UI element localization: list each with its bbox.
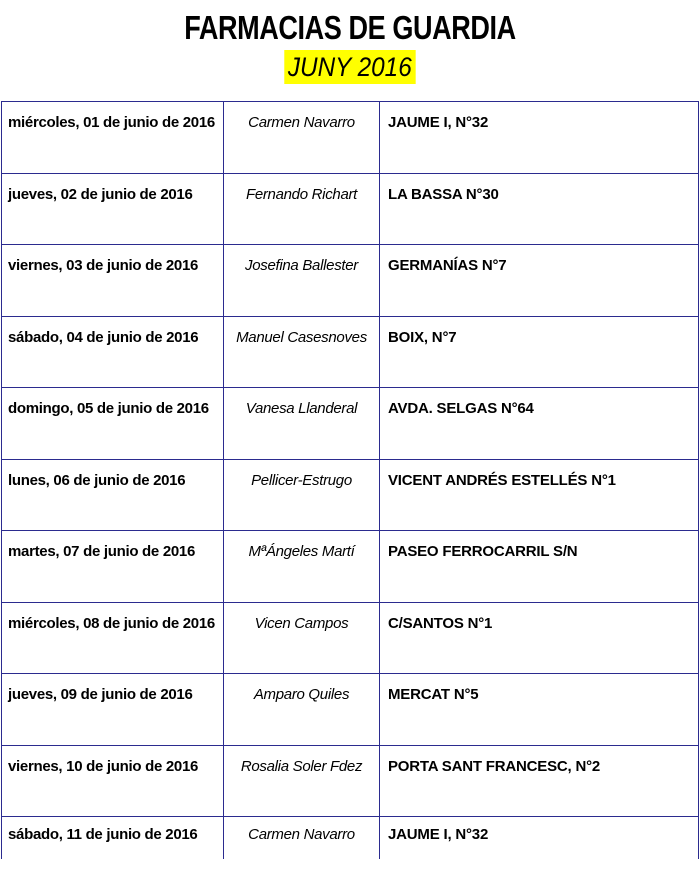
table-row [2,817,699,859]
pharmacist-cell: Rosalia Soler Fdez [224,745,380,817]
schedule-body [2,102,699,859]
pharmacy-schedule-table [1,101,699,859]
date-cell: miércoles, 08 de junio de 2016 [2,602,224,674]
date-cell: jueves, 09 de junio de 2016 [2,674,224,746]
table-row [2,674,699,746]
address-cell: PORTA SANT FRANCESC, N°2 [380,745,699,817]
address-cell: JAUME I, N°32 [380,817,699,859]
table-row [2,388,699,460]
date-cell: jueves, 02 de junio de 2016 [2,173,224,245]
pharmacist-cell: Carmen Navarro [224,102,380,174]
date-cell: miércoles, 01 de junio de 2016 [2,102,224,174]
subtitle-container [0,50,700,84]
date-cell: martes, 07 de junio de 2016 [2,531,224,603]
table-row [2,316,699,388]
pharmacist-cell: Fernando Richart [224,173,380,245]
date-cell: lunes, 06 de junio de 2016 [2,459,224,531]
pharmacist-cell: Amparo Quiles [224,674,380,746]
month-subtitle: JUNY 2016 [284,50,415,84]
table-row [2,531,699,603]
pharmacist-cell: Pellicer-Estrugo [224,459,380,531]
table-row [2,245,699,317]
table-row [2,102,699,174]
date-cell: viernes, 10 de junio de 2016 [2,745,224,817]
page-title: FARMACIAS DE GUARDIA [184,9,516,46]
table-row [2,745,699,817]
table-row [2,459,699,531]
table-row [2,602,699,674]
address-cell: MERCAT N°5 [380,674,699,746]
pharmacist-cell: Carmen Navarro [224,817,380,859]
address-cell: C/SANTOS N°1 [380,602,699,674]
date-cell: sábado, 04 de junio de 2016 [2,316,224,388]
pharmacist-cell: MªÁngeles Martí [224,531,380,603]
address-cell: PASEO FERROCARRIL S/N [380,531,699,603]
address-cell: LA BASSA N°30 [380,173,699,245]
date-cell: domingo, 05 de junio de 2016 [2,388,224,460]
date-cell: viernes, 03 de junio de 2016 [2,245,224,317]
pharmacist-cell: Josefina Ballester [224,245,380,317]
address-cell: BOIX, N°7 [380,316,699,388]
address-cell: AVDA. SELGAS N°64 [380,388,699,460]
date-cell: sábado, 11 de junio de 2016 [2,817,224,859]
pharmacist-cell: Manuel Casesnoves [224,316,380,388]
table-row [2,173,699,245]
address-cell: GERMANÍAS N°7 [380,245,699,317]
address-cell: VICENT ANDRÉS ESTELLÉS N°1 [380,459,699,531]
pharmacist-cell: Vanesa Llanderal [224,388,380,460]
address-cell: JAUME I, N°32 [380,102,699,174]
pharmacist-cell: Vicen Campos [224,602,380,674]
